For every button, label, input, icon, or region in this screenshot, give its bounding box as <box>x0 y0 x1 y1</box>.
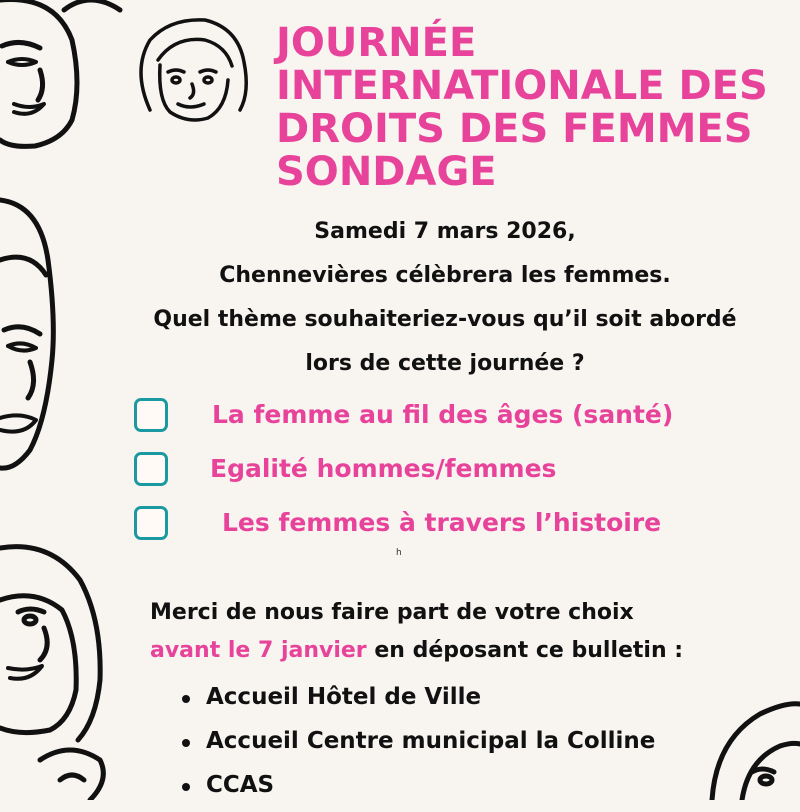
title-line: JOURNÉE <box>276 20 477 66</box>
face-top-left-icon <box>0 0 120 146</box>
intro-text <box>100 210 790 386</box>
instructions-rest: en déposant ce bulletin : <box>366 638 684 663</box>
face-top-center-icon <box>141 20 246 120</box>
option-label: Egalité hommes/femmes <box>210 454 557 483</box>
intro-line: lors de cette journée ? <box>305 351 585 376</box>
list-item: Accueil Centre municipal la Colline <box>178 724 655 768</box>
stray-mark: h <box>396 548 402 558</box>
instructions-line <box>150 632 790 670</box>
face-left-middle-icon <box>0 200 53 468</box>
drop-off-locations <box>178 680 655 812</box>
intro-line: Samedi 7 mars 2026, <box>314 219 576 244</box>
instructions-line: Merci de nous faire part de votre choix <box>150 600 634 625</box>
title-line: INTERNATIONALE DES <box>276 63 768 109</box>
deadline-text: avant le 7 janvier <box>150 638 367 663</box>
checkbox-sante[interactable] <box>134 398 168 432</box>
checkbox-histoire[interactable] <box>134 506 168 540</box>
option-label: La femme au fil des âges (santé) <box>212 400 674 429</box>
list-item: CCAS <box>178 768 655 812</box>
option-label: Les femmes à travers l’histoire <box>222 508 662 537</box>
checkbox-egalite[interactable] <box>134 452 168 486</box>
face-bottom-right-icon <box>712 704 800 800</box>
face-bottom-left-icon <box>0 547 103 800</box>
instructions-text <box>150 594 790 670</box>
intro-line: Chennevières célèbrera les femmes. <box>219 263 671 288</box>
list-item: Accueil Hôtel de Ville <box>178 680 655 724</box>
title-line: SONDAGE <box>276 149 497 195</box>
title-line: DROITS DES FEMMES <box>276 106 753 152</box>
intro-line: Quel thème souhaiteriez-vous qu’il soit abordé <box>153 307 737 332</box>
poster-title <box>276 22 768 194</box>
